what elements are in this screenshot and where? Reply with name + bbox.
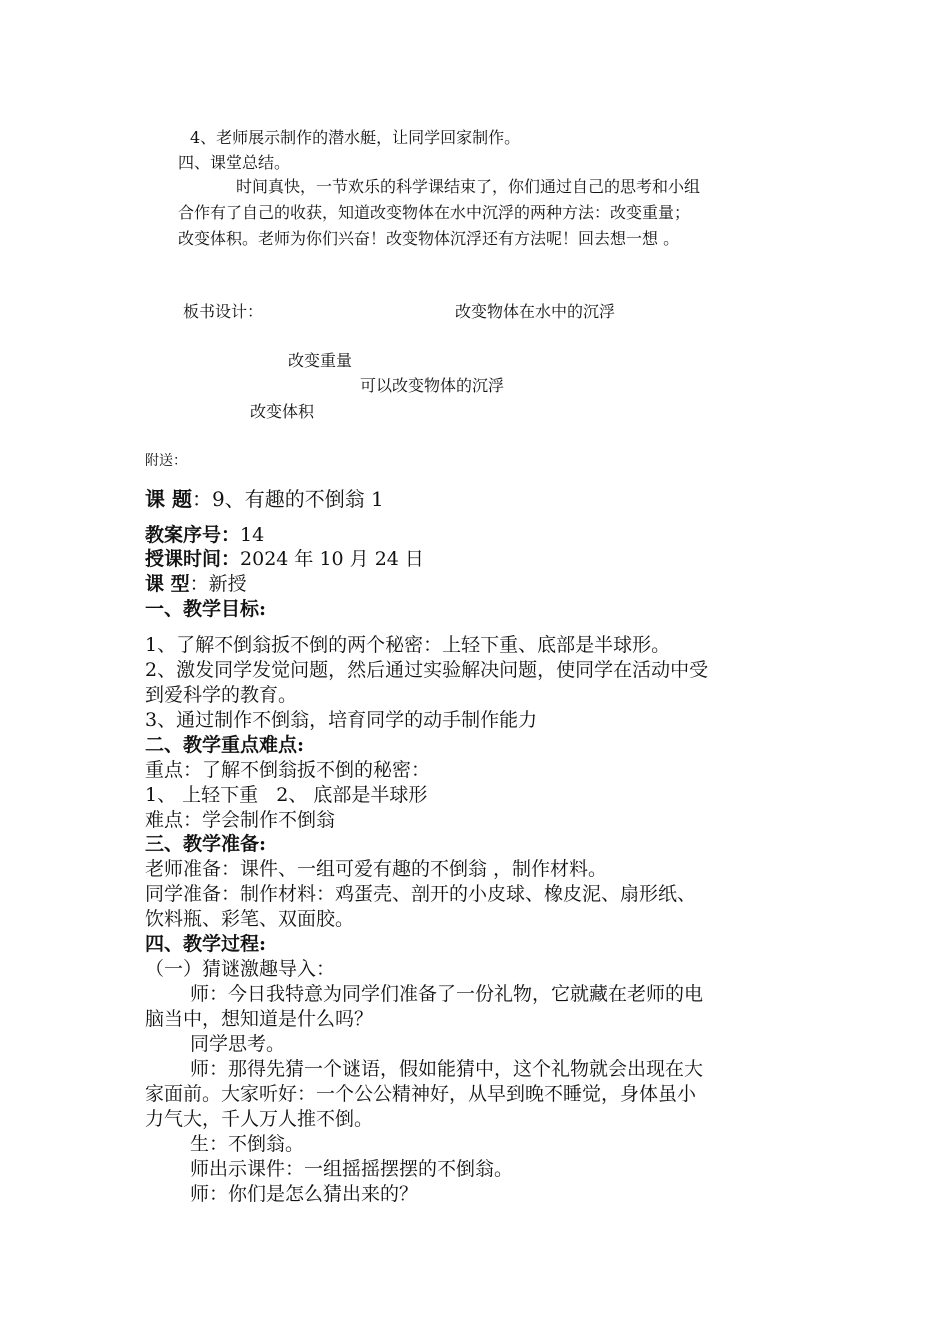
difficulty-text: 难点：学会制作不倒翁	[145, 809, 336, 831]
sequence-value: 14	[240, 524, 265, 546]
paragraph-2: 同学思考。	[190, 1033, 286, 1055]
student-preparation-line-1: 同学准备：制作材料：鸡蛋壳、剖开的小皮球、橡皮泥、扇形纸、	[145, 883, 697, 905]
process-heading: 四、教学过程:	[145, 933, 267, 955]
objective-2-line-2: 到爱科学的教育。	[145, 684, 298, 706]
time-label: 授课时间：	[145, 548, 241, 570]
key-point-items: 1、 上轻下重 2、 底部是半球形	[145, 784, 428, 806]
board-center-text: 可以改变物体的沉浮	[360, 376, 505, 395]
student-preparation-line-2: 饮料瓶、彩笔、双面胶。	[145, 908, 355, 930]
key-points-heading: 二、教学重点难点:	[145, 734, 305, 756]
paragraph-1-line-1: 师：今日我特意为同学们准备了一份礼物，它就藏在老师的电	[190, 983, 704, 1005]
objective-1: 1、了解不倒翁扳不倒的两个秘密：上轻下重、底部是半球形。	[145, 634, 671, 656]
lesson-topic	[145, 485, 384, 513]
type-value: ：新授	[189, 573, 247, 595]
summary-line-3: 改变体积。老师为你们兴奋！改变物体沉浮还有方法呢！回去想一想 。	[178, 229, 680, 248]
paragraph-3-line-3: 力气大，千人万人推不倒。	[145, 1108, 374, 1130]
lesson-type	[145, 572, 247, 596]
lesson-time	[145, 547, 424, 571]
topic-label: 课 题	[145, 487, 192, 511]
teacher-preparation: 老师准备：课件、一组可爱有趣的不倒翁 ，制作材料。	[145, 858, 608, 880]
summary-line-1: 时间真快，一节欢乐的科学课结束了，你们通过自己的思考和小组	[236, 177, 701, 196]
topic-value: ：9、有趣的不倒翁 1	[191, 487, 384, 511]
preparation-heading: 三、教学准备:	[145, 833, 267, 855]
paragraph-1-line-2: 脑当中，想知道是什么吗？	[145, 1008, 374, 1030]
paragraph-5: 师出示课件：一组摇摇摆摆的不倒翁。	[190, 1158, 514, 1180]
objectives-heading: 一、教学目标:	[145, 598, 267, 620]
board-design-label: 板书设计：	[183, 302, 264, 321]
sequence-label: 教案序号：	[145, 524, 241, 546]
summary-heading: 四、课堂总结。	[178, 153, 291, 172]
appendix-label: 附送：	[145, 453, 187, 469]
time-value: 2024 年 10 月 24 日	[240, 548, 424, 570]
summary-line-2: 合作有了自己的收获，知道改变物体在水中沉浮的两种方法：改变重量；	[178, 203, 691, 222]
step-4-text: 4、老师展示制作的潜水艇，让同学回家制作。	[190, 128, 521, 147]
intro-heading: （一）猜谜激趣导入：	[145, 958, 336, 980]
board-design-title: 改变物体在水中的沉浮	[455, 302, 616, 321]
paragraph-6: 师：你们是怎么猜出来的？	[190, 1183, 419, 1205]
objective-3: 3、通过制作不倒翁，培育同学的动手制作能力	[145, 709, 538, 731]
paragraph-4: 生：不倒翁。	[190, 1133, 305, 1155]
paragraph-3-line-1: 师：那得先猜一个谜语，假如能猜中，这个礼物就会出现在大	[190, 1058, 704, 1080]
lesson-sequence	[145, 523, 264, 547]
key-point-text: 重点：了解不倒翁扳不倒的秘密：	[145, 759, 431, 781]
board-item-weight: 改变重量	[288, 351, 353, 370]
board-item-volume: 改变体积	[250, 402, 315, 421]
type-label: 课 型	[145, 573, 190, 595]
objective-2-line-1: 2、激发同学发觉问题，然后通过实验解决问题，使同学在活动中受	[145, 659, 709, 681]
paragraph-3-line-2: 家面前。大家听好：一个公公精神好，从早到晚不睡觉，身体虽小	[145, 1083, 697, 1105]
